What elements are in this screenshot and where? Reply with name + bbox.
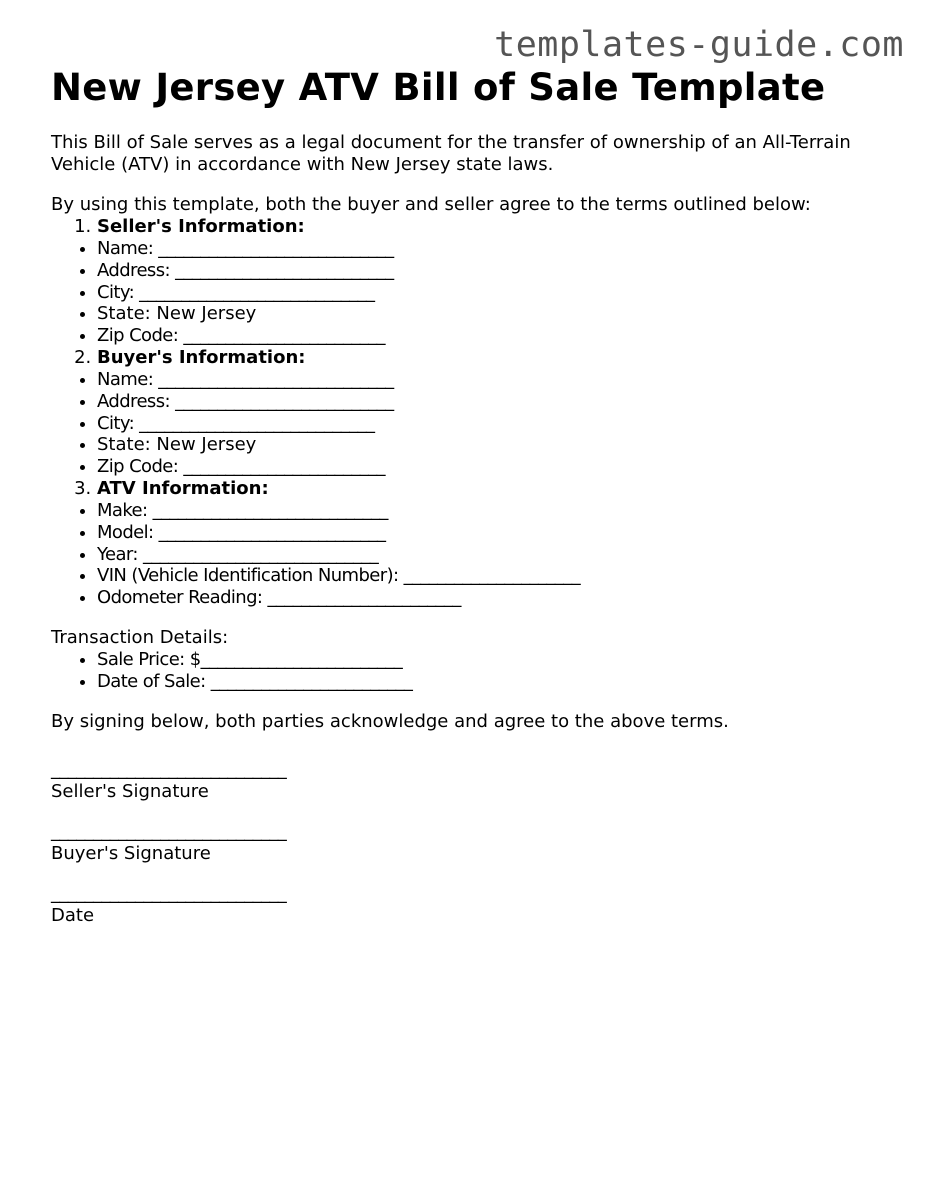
seller-fields-list [51, 238, 891, 347]
buyer-fields-list [51, 369, 891, 478]
seller-signature-line: ____________________________ [51, 758, 287, 780]
date-signature-line: ____________________________ [51, 882, 287, 904]
buyer-address-field: • Address: __________________________ [97, 391, 891, 413]
seller-section-heading-list [51, 216, 891, 238]
page-title: New Jersey ATV Bill of Sale Template [51, 66, 826, 109]
buyer-zip-field: • Zip Code: ________________________ [97, 456, 891, 478]
atv-section-heading: 3. ATV Information: [97, 478, 891, 500]
date-signature-block [51, 883, 891, 927]
seller-city-field: • City: ____________________________ [97, 282, 891, 304]
atv-make-field: • Make: ____________________________ [97, 500, 891, 522]
document-page [51, 64, 891, 927]
date-of-sale-field: • Date of Sale: ________________________ [97, 671, 891, 693]
atv-model-field: • Model: ___________________________ [97, 522, 891, 544]
atv-year-field: • Year: ____________________________ [97, 544, 891, 566]
buyer-section-heading: 2. Buyer's Information: [97, 347, 891, 369]
seller-zip-field: • Zip Code: ________________________ [97, 325, 891, 347]
agreement-paragraph: By using this template, both the buyer and seller agree to the terms outlined below: [51, 194, 811, 215]
closing-paragraph: By signing below, both parties acknowledge and agree to the above terms. [51, 710, 729, 732]
buyer-state-field: • State: New Jersey [97, 434, 891, 456]
buyer-signature-label: Buyer's Signature [51, 842, 211, 864]
buyer-city-field: • City: ____________________________ [97, 413, 891, 435]
seller-name-field: • Name: ____________________________ [97, 238, 891, 260]
sale-price-field: • Sale Price: $________________________ [97, 649, 891, 671]
watermark-text: templates-guide.com [494, 25, 904, 65]
buyer-signature-line: ____________________________ [51, 820, 287, 842]
seller-section-heading: 1. Seller's Information: [97, 216, 891, 238]
seller-signature-label: Seller's Signature [51, 780, 209, 802]
atv-vin-field: • VIN (Vehicle Identification Number): _____________________ [97, 565, 891, 587]
date-signature-label: Date [51, 904, 95, 926]
seller-signature-block [51, 759, 891, 803]
seller-state-field: • State: New Jersey [97, 303, 891, 325]
atv-section-heading-list [51, 478, 891, 500]
seller-address-field: • Address: __________________________ [97, 260, 891, 282]
atv-fields-list [51, 500, 891, 609]
buyer-name-field: • Name: ____________________________ [97, 369, 891, 391]
buyer-signature-block [51, 821, 891, 865]
transaction-heading: Transaction Details: [51, 626, 229, 648]
intro-paragraph: This Bill of Sale serves as a legal document for the transfer of ownership of an All-Terrain Vehicle (ATV) in accordance with New Jersey state laws. [51, 132, 851, 175]
transaction-fields-list [51, 649, 891, 693]
atv-odometer-field: • Odometer Reading: _______________________ [97, 587, 891, 609]
buyer-section-heading-list [51, 347, 891, 369]
